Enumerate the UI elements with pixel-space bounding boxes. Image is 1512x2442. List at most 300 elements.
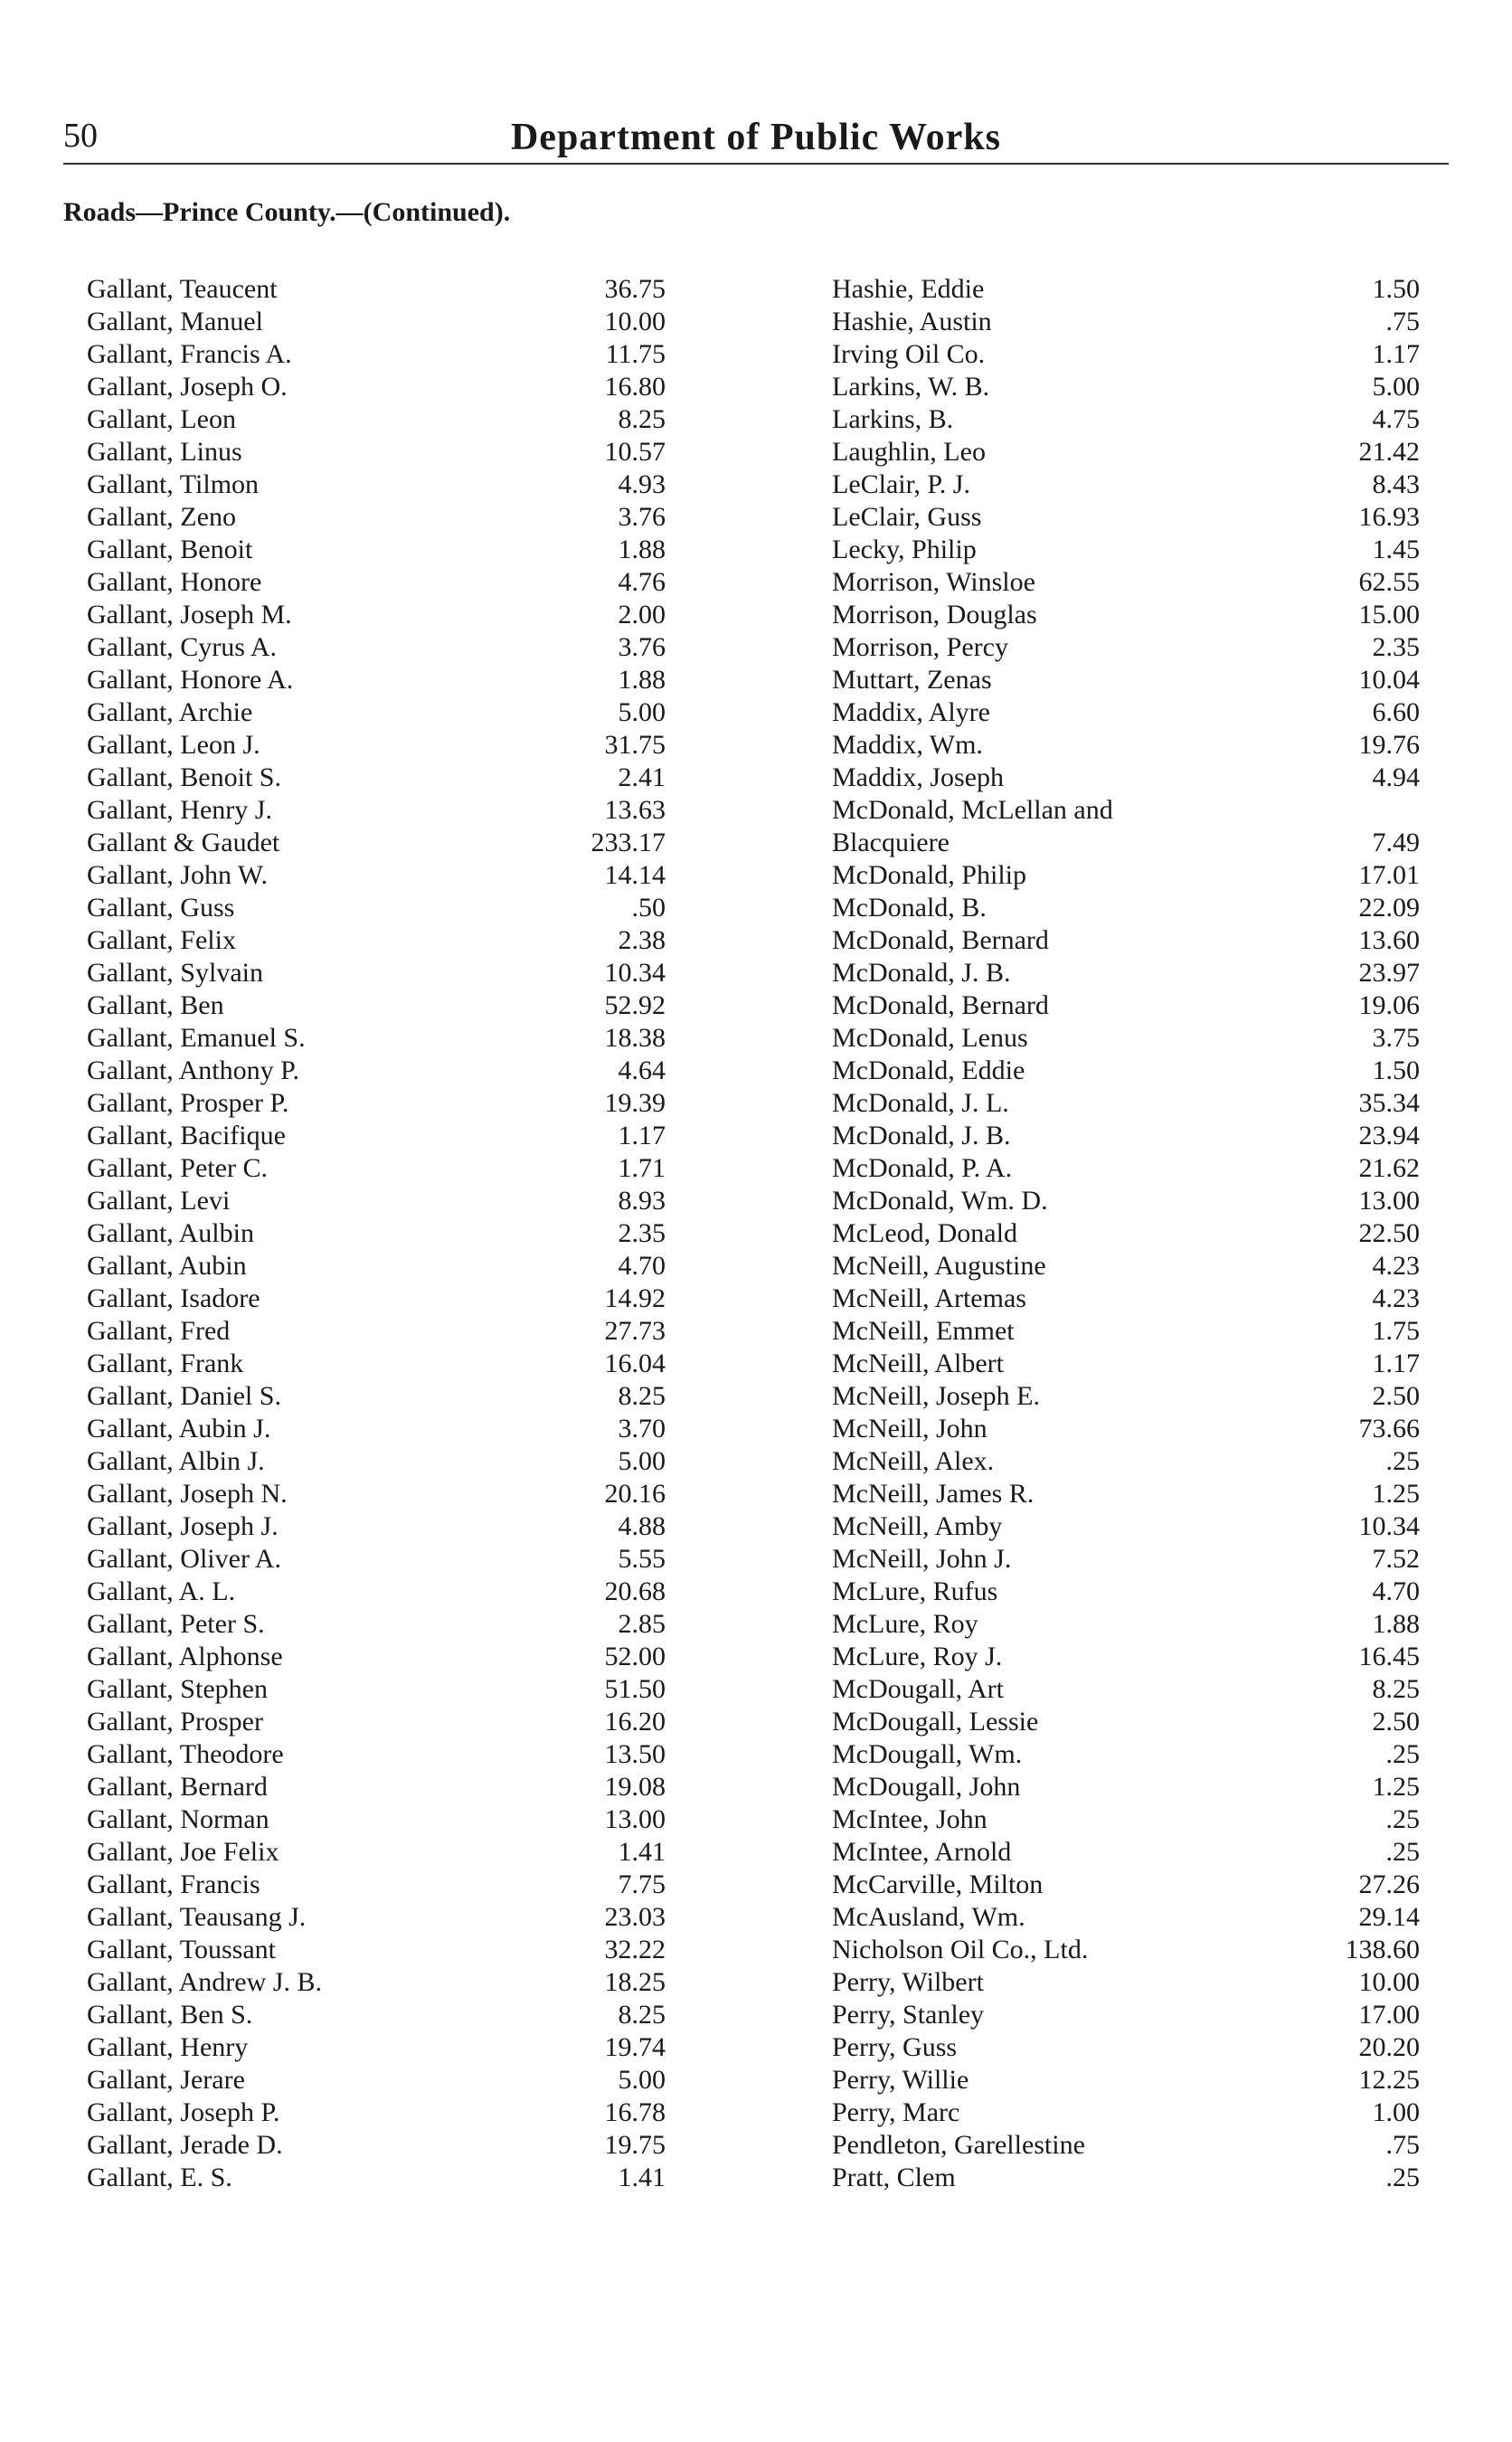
entry-name: McNeill, Emmet — [832, 1316, 1015, 1346]
entry-amount: 1.75 — [1372, 1316, 1420, 1346]
list-item — [87, 2097, 666, 2129]
entry-name: Gallant, Emanuel S. — [87, 1023, 306, 1053]
entry-name: McNeill, John J. — [832, 1544, 1012, 1574]
entry-name: McLure, Roy — [832, 1609, 978, 1639]
entry-amount: 4.70 — [618, 1251, 666, 1281]
entry-name: Gallant, Prosper — [87, 1707, 263, 1737]
entry-amount: 11.75 — [605, 339, 666, 369]
list-item — [87, 1152, 666, 1185]
list-item — [87, 729, 666, 762]
entry-amount: 4.64 — [618, 1055, 666, 1085]
list-item — [832, 696, 1420, 729]
entry-amount: 13.50 — [604, 1739, 666, 1769]
entry-name: Gallant, Linus — [87, 437, 242, 467]
entry-name: Gallant, Jerare — [87, 2065, 245, 2095]
entry-name: McDonald, B. — [832, 893, 987, 923]
list-item — [87, 794, 666, 827]
entry-name: Larkins, B. — [832, 404, 954, 434]
list-item — [87, 762, 666, 794]
entry-name: Larkins, W. B. — [832, 372, 990, 402]
list-item — [832, 1478, 1420, 1510]
list-item — [832, 1999, 1420, 2031]
entry-amount: 1.25 — [1372, 1479, 1420, 1509]
list-item — [832, 534, 1420, 566]
entry-name: McNeill, Artemas — [832, 1283, 1026, 1313]
list-item — [87, 273, 666, 306]
entry-name: Perry, Guss — [832, 2032, 958, 2062]
entry-amount: 5.55 — [618, 1544, 666, 1574]
entry-amount: 22.09 — [1358, 893, 1420, 923]
list-item — [832, 469, 1420, 501]
entry-amount: .25 — [1385, 1804, 1420, 1834]
entry-amount: 19.75 — [604, 2130, 666, 2160]
entry-name: Gallant & Gaudet — [87, 828, 280, 857]
entry-name: Gallant, Benoit — [87, 535, 253, 564]
entry-name: Maddix, Alyre — [832, 697, 990, 727]
entry-name: Gallant, Henry J. — [87, 795, 272, 825]
page-header — [63, 116, 1449, 170]
entry-name: McNeill, Alex. — [832, 1446, 995, 1476]
entry-amount: 8.25 — [618, 404, 666, 434]
header-rule — [63, 163, 1449, 165]
entry-amount: .25 — [1385, 2163, 1420, 2192]
list-item — [832, 2031, 1420, 2064]
entry-name: McAusland, Wm. — [832, 1902, 1025, 1932]
list-item — [832, 827, 1420, 859]
list-item — [832, 989, 1420, 1022]
list-item — [832, 338, 1420, 371]
entry-name: Gallant, Henry — [87, 2032, 249, 2062]
list-item — [832, 1315, 1420, 1348]
entry-name: Gallant, Francis — [87, 1869, 260, 1899]
entry-name: Perry, Willie — [832, 2065, 969, 2095]
entry-name: Gallant, Joseph N. — [87, 1479, 288, 1509]
entry-name: Gallant, Aubin — [87, 1251, 247, 1281]
page-title: Department of Public Works — [510, 117, 1002, 158]
list-item — [832, 1022, 1420, 1055]
entry-name: Gallant, Cyrus A. — [87, 632, 277, 662]
list-item — [87, 1869, 666, 1901]
list-item — [87, 1543, 666, 1576]
entry-name: Pratt, Clem — [832, 2163, 956, 2192]
list-item — [87, 1445, 666, 1478]
list-item — [832, 1966, 1420, 1999]
entry-name: McNeill, Albert — [832, 1349, 1004, 1378]
entry-amount: 1.17 — [618, 1121, 666, 1150]
entry-name: McDougall, Wm. — [832, 1739, 1023, 1769]
list-item — [87, 566, 666, 599]
entry-name: Gallant, Leon — [87, 404, 236, 434]
entry-name: Perry, Wilbert — [832, 1967, 984, 1997]
entry-amount: 20.20 — [1358, 2032, 1420, 2062]
entry-amount: 2.35 — [618, 1218, 666, 1248]
entry-name: McLure, Rufus — [832, 1576, 998, 1606]
entry-name: Morrison, Winsloe — [832, 567, 1035, 597]
entry-amount: 8.25 — [618, 2000, 666, 2030]
entry-amount: 16.80 — [604, 372, 666, 402]
list-item — [87, 859, 666, 892]
entry-amount: 2.38 — [618, 925, 666, 955]
entry-amount: 27.26 — [1358, 1869, 1420, 1899]
list-item — [87, 1510, 666, 1543]
entry-amount: 13.00 — [604, 1804, 666, 1834]
entry-name: McLeod, Donald — [832, 1218, 1017, 1248]
entry-name: McDonald, J. B. — [832, 1121, 1011, 1150]
list-item — [832, 1250, 1420, 1283]
list-item — [87, 892, 666, 924]
entry-amount: 17.00 — [1358, 2000, 1420, 2030]
list-item — [87, 371, 666, 403]
list-item — [832, 1185, 1420, 1217]
list-item — [87, 338, 666, 371]
list-item — [87, 534, 666, 566]
list-item — [87, 1380, 666, 1413]
entry-name: McCarville, Milton — [832, 1869, 1044, 1899]
entry-amount: 233.17 — [591, 828, 666, 857]
list-item — [832, 1445, 1420, 1478]
entry-amount: 19.39 — [604, 1088, 666, 1118]
entry-name: Gallant, Joseph P. — [87, 2097, 280, 2127]
entry-name: McIntee, Arnold — [832, 1837, 1012, 1867]
list-item — [87, 1901, 666, 1934]
list-item — [87, 1055, 666, 1087]
entry-amount: 13.00 — [1358, 1186, 1420, 1216]
entry-amount: 1.41 — [618, 1837, 666, 1867]
entry-amount: 21.42 — [1358, 437, 1420, 467]
entry-amount: 8.25 — [1372, 1674, 1420, 1704]
entry-amount: 62.55 — [1358, 567, 1420, 597]
entry-name: Gallant, Teausang J. — [87, 1902, 307, 1932]
entry-amount: 4.94 — [1372, 762, 1420, 792]
entry-name: Gallant, Frank — [87, 1349, 244, 1378]
list-item — [832, 1869, 1420, 1901]
entry-name: Morrison, Douglas — [832, 600, 1037, 629]
entry-name: Perry, Marc — [832, 2097, 960, 2127]
entry-amount: 35.34 — [1358, 1088, 1420, 1118]
entry-name: Gallant, Peter S. — [87, 1609, 265, 1639]
list-item — [832, 371, 1420, 403]
list-item — [832, 1673, 1420, 1706]
list-item — [87, 2064, 666, 2097]
entry-name: Gallant, Stephen — [87, 1674, 268, 1704]
entry-name: McDonald, Lenus — [832, 1023, 1028, 1053]
entry-name: Gallant, Anthony P. — [87, 1055, 300, 1085]
entry-name: Gallant, Felix — [87, 925, 236, 955]
entry-amount: 18.38 — [604, 1023, 666, 1053]
entry-amount: 5.00 — [618, 2065, 666, 2095]
list-item — [832, 762, 1420, 794]
list-item — [87, 1966, 666, 1999]
entry-name: Gallant, Joseph J. — [87, 1511, 279, 1541]
list-item — [832, 1217, 1420, 1250]
entry-amount: 18.25 — [604, 1967, 666, 1997]
entry-amount: 4.88 — [618, 1511, 666, 1541]
entry-amount: .50 — [631, 893, 666, 923]
entry-name: Gallant, Honore — [87, 567, 262, 597]
entry-amount: 16.20 — [604, 1707, 666, 1737]
list-item — [87, 1185, 666, 1217]
entry-amount: 52.92 — [604, 990, 666, 1020]
entry-amount: 23.97 — [1358, 958, 1420, 988]
entry-name: McNeill, Amby — [832, 1511, 1003, 1541]
entry-amount: 10.00 — [604, 307, 666, 336]
list-item — [832, 1738, 1420, 1771]
entry-name: McDonald, J. L. — [832, 1088, 1009, 1118]
entry-amount: 73.66 — [1358, 1414, 1420, 1443]
list-item — [832, 306, 1420, 338]
entry-amount: 7.49 — [1372, 828, 1420, 857]
entry-name: McDonald, McLellan and — [832, 795, 1113, 825]
entry-name: Gallant, Andrew J. B. — [87, 1967, 322, 1997]
entry-amount: 31.75 — [604, 730, 666, 760]
entry-name: Gallant, Leon J. — [87, 730, 260, 760]
list-item — [87, 1673, 666, 1706]
entry-name: Gallant, Ben — [87, 990, 224, 1020]
list-item — [832, 1413, 1420, 1445]
entry-amount: .25 — [1385, 1739, 1420, 1769]
list-item — [832, 2064, 1420, 2097]
list-item — [87, 1576, 666, 1608]
entry-amount: 2.35 — [1372, 632, 1420, 662]
entry-amount: 4.23 — [1372, 1283, 1420, 1313]
entry-name: Gallant, Francis A. — [87, 339, 292, 369]
left-column — [87, 273, 666, 2194]
list-item — [832, 1576, 1420, 1608]
entry-name: Laughlin, Leo — [832, 437, 986, 467]
list-item — [832, 892, 1420, 924]
entry-name: Nicholson Oil Co., Ltd. — [832, 1935, 1089, 1964]
entry-amount: 4.76 — [618, 567, 666, 597]
entry-name: Gallant, Jerade D. — [87, 2130, 283, 2160]
entry-name: McDonald, J. B. — [832, 958, 1011, 988]
entry-name: Gallant, Prosper P. — [87, 1088, 289, 1118]
list-item — [87, 631, 666, 664]
entry-amount: 3.70 — [618, 1414, 666, 1443]
list-item — [832, 631, 1420, 664]
entry-amount: 1.41 — [618, 2163, 666, 2192]
list-item — [832, 2129, 1420, 2162]
section-title: Roads—Prince County.—(Continued). — [63, 197, 511, 227]
entry-amount: 138.60 — [1345, 1935, 1420, 1964]
list-item — [87, 1413, 666, 1445]
entry-amount: 16.78 — [604, 2097, 666, 2127]
entry-name: McDonald, Bernard — [832, 990, 1049, 1020]
list-item — [87, 664, 666, 696]
entry-name: Maddix, Joseph — [832, 762, 1004, 792]
list-item — [832, 1771, 1420, 1803]
entry-name: Gallant, Teaucent — [87, 274, 278, 304]
list-item — [832, 957, 1420, 989]
entry-amount: 1.17 — [1372, 1349, 1420, 1378]
entry-amount: 12.25 — [1358, 2065, 1420, 2095]
list-item — [832, 1901, 1420, 1934]
list-item — [832, 1706, 1420, 1738]
entry-amount: 1.88 — [618, 665, 666, 695]
entry-amount: 32.22 — [604, 1935, 666, 1964]
entry-amount: 1.17 — [1372, 339, 1420, 369]
list-item — [87, 1250, 666, 1283]
entry-name: Pendleton, Garellestine — [832, 2130, 1085, 2160]
entry-name: McNeill, John — [832, 1414, 988, 1443]
list-item — [87, 1738, 666, 1771]
entry-amount: 2.41 — [618, 762, 666, 792]
list-item — [87, 599, 666, 631]
entry-name: Hashie, Eddie — [832, 274, 985, 304]
list-item — [87, 696, 666, 729]
list-item — [87, 957, 666, 989]
list-item — [87, 1283, 666, 1315]
list-item — [832, 1934, 1420, 1966]
list-item — [87, 1934, 666, 1966]
entry-amount: 17.01 — [1358, 860, 1420, 890]
entry-name: LeClair, P. J. — [832, 469, 970, 499]
entry-name: LeClair, Guss — [832, 502, 982, 532]
entry-name: McIntee, John — [832, 1804, 988, 1834]
list-item — [87, 436, 666, 469]
entry-name: Gallant, Fred — [87, 1316, 231, 1346]
list-item — [87, 1641, 666, 1673]
entry-amount: 2.00 — [618, 600, 666, 629]
entry-amount: 14.92 — [604, 1283, 666, 1313]
entry-amount: 4.23 — [1372, 1251, 1420, 1281]
entry-amount: 2.50 — [1372, 1381, 1420, 1411]
entry-amount: 13.60 — [1358, 925, 1420, 955]
entry-amount: 19.74 — [604, 2032, 666, 2062]
list-item — [832, 1087, 1420, 1120]
entry-name: Gallant, E. S. — [87, 2163, 232, 2192]
entry-amount: 1.71 — [618, 1153, 666, 1183]
list-item — [832, 924, 1420, 957]
entry-name: Gallant, Alphonse — [87, 1642, 283, 1671]
list-item — [87, 1836, 666, 1869]
list-item — [87, 827, 666, 859]
entry-amount: 19.06 — [1358, 990, 1420, 1020]
list-item — [832, 1510, 1420, 1543]
list-item — [832, 1152, 1420, 1185]
list-item — [87, 1771, 666, 1803]
entry-name: Morrison, Percy — [832, 632, 1008, 662]
entry-amount: 1.50 — [1372, 274, 1420, 304]
entry-amount: 19.76 — [1358, 730, 1420, 760]
entry-amount: 3.76 — [618, 632, 666, 662]
list-item — [87, 989, 666, 1022]
list-item — [832, 1641, 1420, 1673]
list-item — [832, 794, 1420, 827]
list-item — [832, 273, 1420, 306]
entry-name: Irving Oil Co. — [832, 339, 986, 369]
entry-amount: 4.93 — [618, 469, 666, 499]
entry-name: Gallant, Norman — [87, 1804, 269, 1834]
entry-amount: 2.50 — [1372, 1707, 1420, 1737]
list-item — [832, 1543, 1420, 1576]
entry-amount: 10.04 — [1358, 665, 1420, 695]
entry-name: Gallant, Honore A. — [87, 665, 294, 695]
entry-name: Gallant, Joe Felix — [87, 1837, 279, 1867]
list-item — [87, 2129, 666, 2162]
entry-amount: 10.57 — [604, 437, 666, 467]
entry-name: McLure, Roy J. — [832, 1642, 1003, 1671]
list-item — [832, 1283, 1420, 1315]
entry-name: McNeill, James R. — [832, 1479, 1035, 1509]
list-item — [832, 1348, 1420, 1380]
list-item — [832, 1380, 1420, 1413]
entry-amount: 5.00 — [618, 1446, 666, 1476]
list-item — [832, 664, 1420, 696]
entry-name: McDonald, Eddie — [832, 1055, 1025, 1085]
entry-amount: 16.93 — [1358, 502, 1420, 532]
entry-amount: 10.34 — [1358, 1511, 1420, 1541]
entry-name: McDougall, John — [832, 1772, 1021, 1802]
entry-amount: 8.43 — [1372, 469, 1420, 499]
list-item — [87, 1087, 666, 1120]
entry-name: Gallant, Levi — [87, 1186, 231, 1216]
entry-name: Muttart, Zenas — [832, 665, 992, 695]
entry-name: McDougall, Lessie — [832, 1707, 1039, 1737]
entry-amount: 52.00 — [604, 1642, 666, 1671]
list-item — [87, 1022, 666, 1055]
entry-name: McNeill, Augustine — [832, 1251, 1046, 1281]
entry-amount: 5.00 — [618, 697, 666, 727]
entry-name: Gallant, Zeno — [87, 502, 236, 532]
entry-amount: 4.75 — [1372, 404, 1420, 434]
list-item — [832, 1608, 1420, 1641]
entry-amount: 16.04 — [604, 1349, 666, 1378]
list-item — [87, 403, 666, 436]
entry-name: McDonald, Wm. D. — [832, 1186, 1048, 1216]
entry-name: McNeill, Joseph E. — [832, 1381, 1040, 1411]
entry-name: Lecky, Philip — [832, 535, 977, 564]
list-item — [87, 1999, 666, 2031]
entry-name: Gallant, Bernard — [87, 1772, 268, 1802]
entry-amount: 16.45 — [1358, 1642, 1420, 1671]
entry-amount: 6.60 — [1372, 697, 1420, 727]
list-item — [87, 1478, 666, 1510]
list-item — [87, 924, 666, 957]
entry-name: Gallant, Joseph M. — [87, 600, 292, 629]
entry-name: Gallant, Daniel S. — [87, 1381, 281, 1411]
entry-amount: .75 — [1385, 307, 1420, 336]
entry-amount: 27.73 — [604, 1316, 666, 1346]
list-item — [832, 859, 1420, 892]
entry-amount: 1.88 — [1372, 1609, 1420, 1639]
list-item — [87, 2031, 666, 2064]
entry-amount: 20.16 — [604, 1479, 666, 1509]
entry-name: McDonald, P. A. — [832, 1153, 1013, 1183]
entry-amount: 8.25 — [618, 1381, 666, 1411]
list-item — [87, 1120, 666, 1152]
list-item — [832, 599, 1420, 631]
list-item — [87, 1217, 666, 1250]
list-item — [87, 306, 666, 338]
entry-amount: 3.76 — [618, 502, 666, 532]
entry-amount: .25 — [1385, 1446, 1420, 1476]
entry-name: Gallant, Oliver A. — [87, 1544, 281, 1574]
list-item — [832, 403, 1420, 436]
entry-name: Gallant, Isadore — [87, 1283, 260, 1313]
entry-amount: 1.50 — [1372, 1055, 1420, 1085]
entry-amount: 23.94 — [1358, 1121, 1420, 1150]
entry-amount: .75 — [1385, 2130, 1420, 2160]
entry-name: Maddix, Wm. — [832, 730, 983, 760]
entry-name: Gallant, Toussant — [87, 1935, 276, 1964]
page-number: 50 — [63, 117, 98, 155]
list-item — [832, 1836, 1420, 1869]
entry-amount: 14.14 — [604, 860, 666, 890]
entry-name: Gallant, Ben S. — [87, 2000, 253, 2030]
entry-name: Gallant, A. L. — [87, 1576, 236, 1606]
entry-amount: 1.88 — [618, 535, 666, 564]
entry-amount: 1.25 — [1372, 1772, 1420, 1802]
